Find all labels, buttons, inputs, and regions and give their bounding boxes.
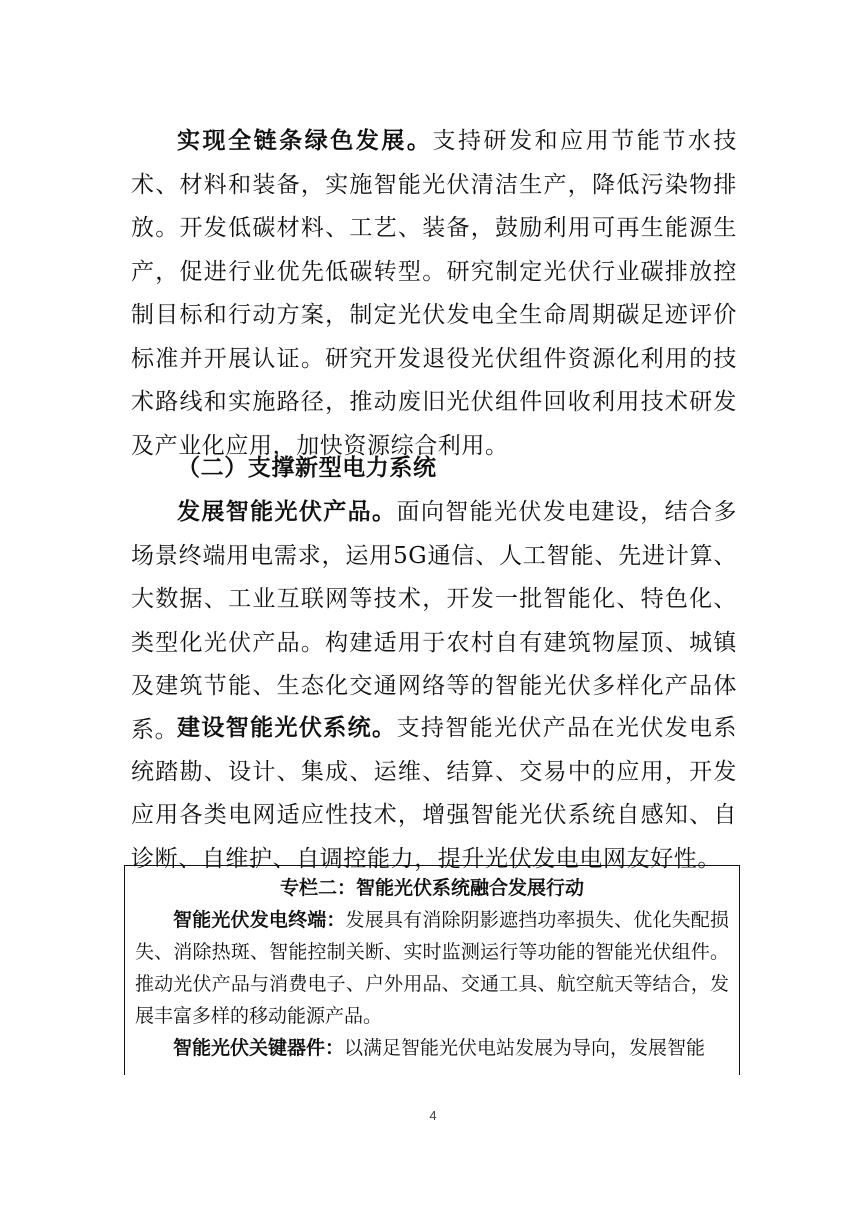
paragraph-lead: 建设智能光伏系统。 [177, 714, 397, 741]
box-title: 专栏二：智能光伏系统融合发展行动 [279, 877, 584, 899]
paragraph-smart-pv-system [131, 706, 737, 881]
box-item [125, 1032, 739, 1064]
paragraph-text: 支持智能光伏产品在光伏发电系统踏勘、设计、集成、运维、结算、交易中的应用，开发应用各类电网适应性技术，增强智能光伏系统自感知、自诊断、自维护、自调控能力，提升光伏发电电网友好性。 [131, 715, 737, 872]
box-item-lead: 智能光伏发电终端： [173, 909, 346, 931]
box-item-text: 以满足智能光伏电站发展为导向，发展智能 [344, 1037, 706, 1059]
feature-box [124, 865, 740, 1075]
paragraph-green-development [131, 119, 737, 468]
box-item-text: 发展具有消除阴影遮挡功率损失、优化失配损失、消除热斑、智能控制关断、实时监测运行等功能的智能光伏组件。推动光伏产品与消费电子、户外用品、交通工具、航空航天等结合，发展丰富多样的移动能源产品。 [135, 909, 729, 1027]
paragraph-text: 面向智能光伏发电建设，结合多场景终端用电需求，运用5G通信、人工智能、先进计算、大数据、工业互联网等技术，开发一批智能化、特色化、类型化光伏产品。构建适用于农村自有建筑物屋顶、城镇及建筑节能、生态化交通网络等的智能光伏多样化产品体系。 [131, 499, 737, 743]
page-number: 4 [429, 1108, 437, 1123]
box-item [125, 904, 739, 1032]
box-item-lead: 智能光伏关键器件： [173, 1037, 345, 1059]
section-heading: （二）支撑新型电力系统 [177, 454, 437, 481]
paragraph-text: 支持研发和应用节能节水技术、材料和装备，实施智能光伏清洁生产，降低污染物排放。开发低碳材料、工艺、装备，鼓励利用可再生能源生产，促进行业优先低碳转型。研究制定光伏行业碳排放控制目标和行动方案，制定光伏发电全生命周期碳足迹评价标准并开展认证。研究开发退役光伏组件资源化利用的技术路线和实施路径，推动废旧光伏组件回收利用技术研发及产业化应用，加快资源综合利用。 [131, 128, 738, 459]
paragraph-lead: 实现全链条绿色发展。 [177, 127, 433, 154]
paragraph-lead: 发展智能光伏产品。 [177, 498, 397, 525]
